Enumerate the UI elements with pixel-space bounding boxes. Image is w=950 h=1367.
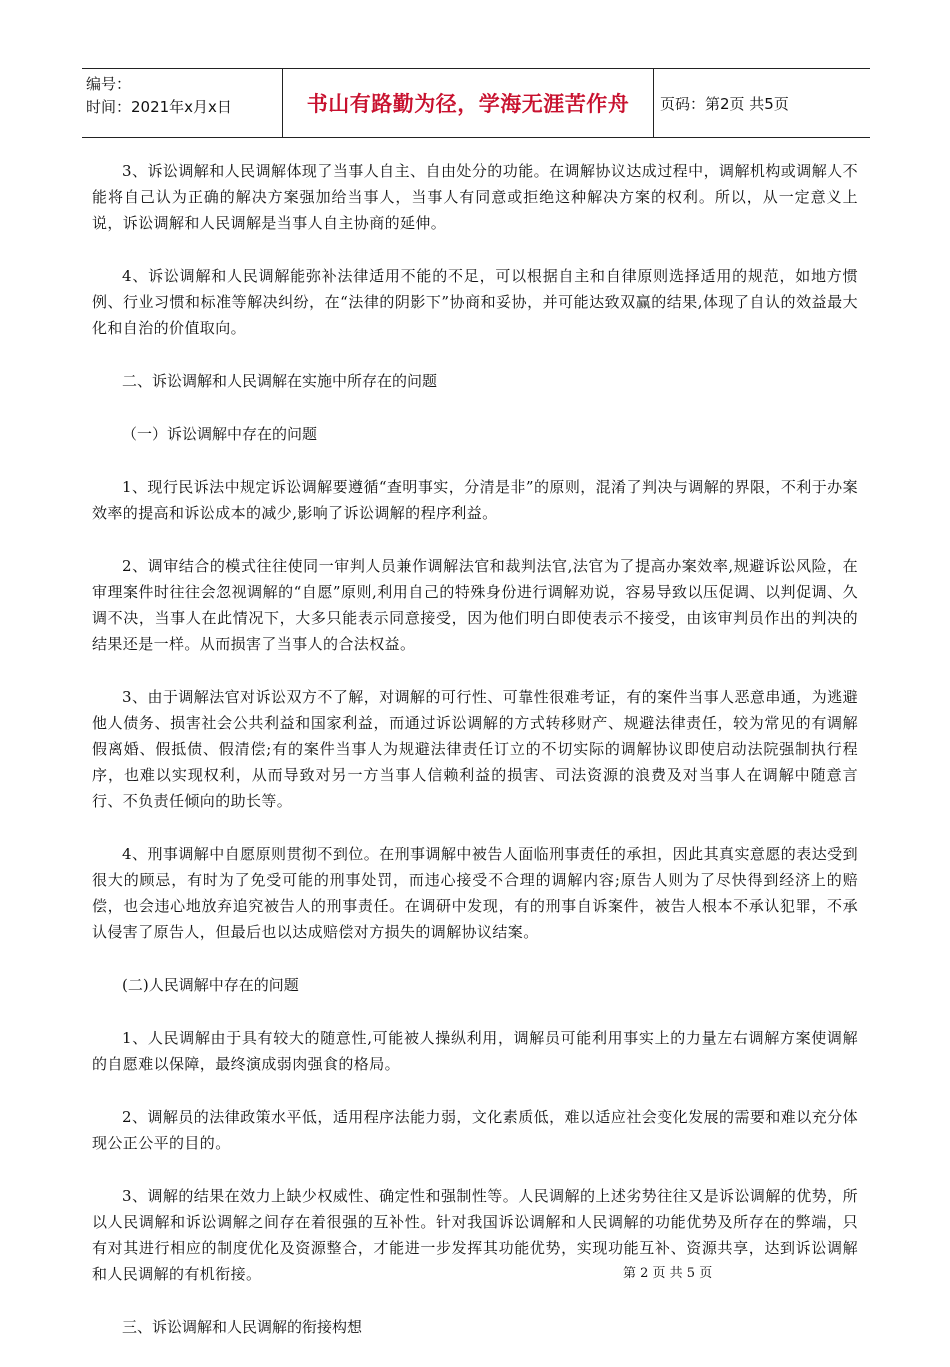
paragraph: 4、刑事调解中自愿原则贯彻不到位。在刑事调解中被告人面临刑事责任的承担，因此其真实意愿的表达受到很大的顾忌，有时为了免受可能的刑事处罚，而违心接受不合理的调解内容;原告人则为了尽快得到经济上的赔偿，也会违心地放弃追究被告人的刑事责任。在调研中发现，有的刑事自诉案件，被告人根本不承认犯罪，不承认侵害了原告人，但最后也以达成赔偿对方损失的调解协议结案。 bbox=[92, 845, 858, 941]
header-page-number: 页码：第2页 共5页 bbox=[660, 94, 789, 113]
document-body bbox=[92, 158, 858, 1367]
subsection-heading: (二)人民调解中存在的问题 bbox=[122, 976, 299, 994]
paragraph: 3、诉讼调解和人民调解体现了当事人自主、自由处分的功能。在调解协议达成过程中，调解机构或调解人不能将自己认为正确的解决方案强加给当事人，当事人有同意或拒绝这种解决方案的权利。所以，从一定意义上说，诉讼调解和人民调解是当事人自主协商的延伸。 bbox=[92, 162, 858, 232]
page-header bbox=[82, 68, 870, 138]
subsection-heading: （一）诉讼调解中存在的问题 bbox=[122, 425, 318, 443]
paragraph: 3、由于调解法官对诉讼双方不了解，对调解的可行性、可靠性很难考证，有的案件当事人恶意串通，为逃避他人债务、损害社会公共利益和国家利益，而通过诉讼调解的方式转移财产、规避法律责任，较为常见的有调解假离婚、假抵债、假清偿;有的案件当事人为规避法律责任订立的不切实际的调解协议即使启动法院强制执行程序，也难以实现权利，从而导致对另一方当事人信赖利益的损害、司法资源的浪费及对当事人在调解中随意言行、不负责任倾向的助长等。 bbox=[92, 688, 858, 810]
paragraph: 3、调解的结果在效力上缺少权威性、确定性和强制性等。人民调解的上述劣势往往又是诉讼调解的优势，所以人民调解和诉讼调解之间存在着很强的互补性。针对我国诉讼调解和人民调解的功能优势及所存在的弊端，只有对其进行相应的制度优化及资源整合，才能进一步发挥其功能优势，实现功能互补、资源共享，达到诉讼调解和人民调解的有机衔接。 bbox=[92, 1187, 858, 1283]
paragraph: 1、人民调解由于具有较大的随意性,可能被人操纵利用，调解员可能利用事实上的力量左右调解方案使调解的自愿难以保障，最终演成弱肉强食的格局。 bbox=[92, 1029, 858, 1073]
paragraph: 2、调审结合的模式往往使同一审判人员兼作调解法官和裁判法官,法官为了提高办案效率,规避诉讼风险，在审理案件时往往会忽视调解的“自愿”原则,利用自己的特殊身份进行调解劝说，容易导致以压促调、以判促调、久调不决，当事人在此情况下，大多只能表示同意接受，因为他们明白即使表示不接受，由该审判员作出的判决的结果还是一样。从而损害了当事人的合法权益。 bbox=[92, 557, 858, 653]
footer-page-number: 第 2 页 共 5 页 bbox=[623, 1266, 713, 1281]
paragraph: 4、诉讼调解和人民调解能弥补法律适用不能的不足，可以根据自主和自律原则选择适用的规范，如地方惯例、行业习惯和标准等解决纠纷，在“法律的阴影下”协商和妥协，并可能达致双赢的结果,体现了自认的效益最大化和自治的价值取向。 bbox=[92, 267, 858, 337]
section-heading: 三、诉讼调解和人民调解的衔接构想 bbox=[122, 1318, 363, 1336]
paragraph: 2、调解员的法律政策水平低，适用程序法能力弱，文化素质低，难以适应社会变化发展的需要和难以充分体现公正公平的目的。 bbox=[92, 1108, 858, 1152]
document-date: 时间：2021年x月x日 bbox=[86, 98, 232, 116]
paragraph: 1、现行民诉法中规定诉讼调解要遵循“查明事实，分清是非”的原则，混淆了判决与调解的界限，不利于办案效率的提高和诉讼成本的减少,影响了诉讼调解的程序利益。 bbox=[92, 478, 858, 522]
header-info bbox=[82, 69, 282, 137]
section-heading: 二、诉讼调解和人民调解在实施中所存在的问题 bbox=[122, 372, 438, 390]
document-number: 编号： bbox=[86, 75, 132, 93]
header-motto: 书山有路勤为径，学海无涯苦作舟 bbox=[282, 69, 654, 137]
